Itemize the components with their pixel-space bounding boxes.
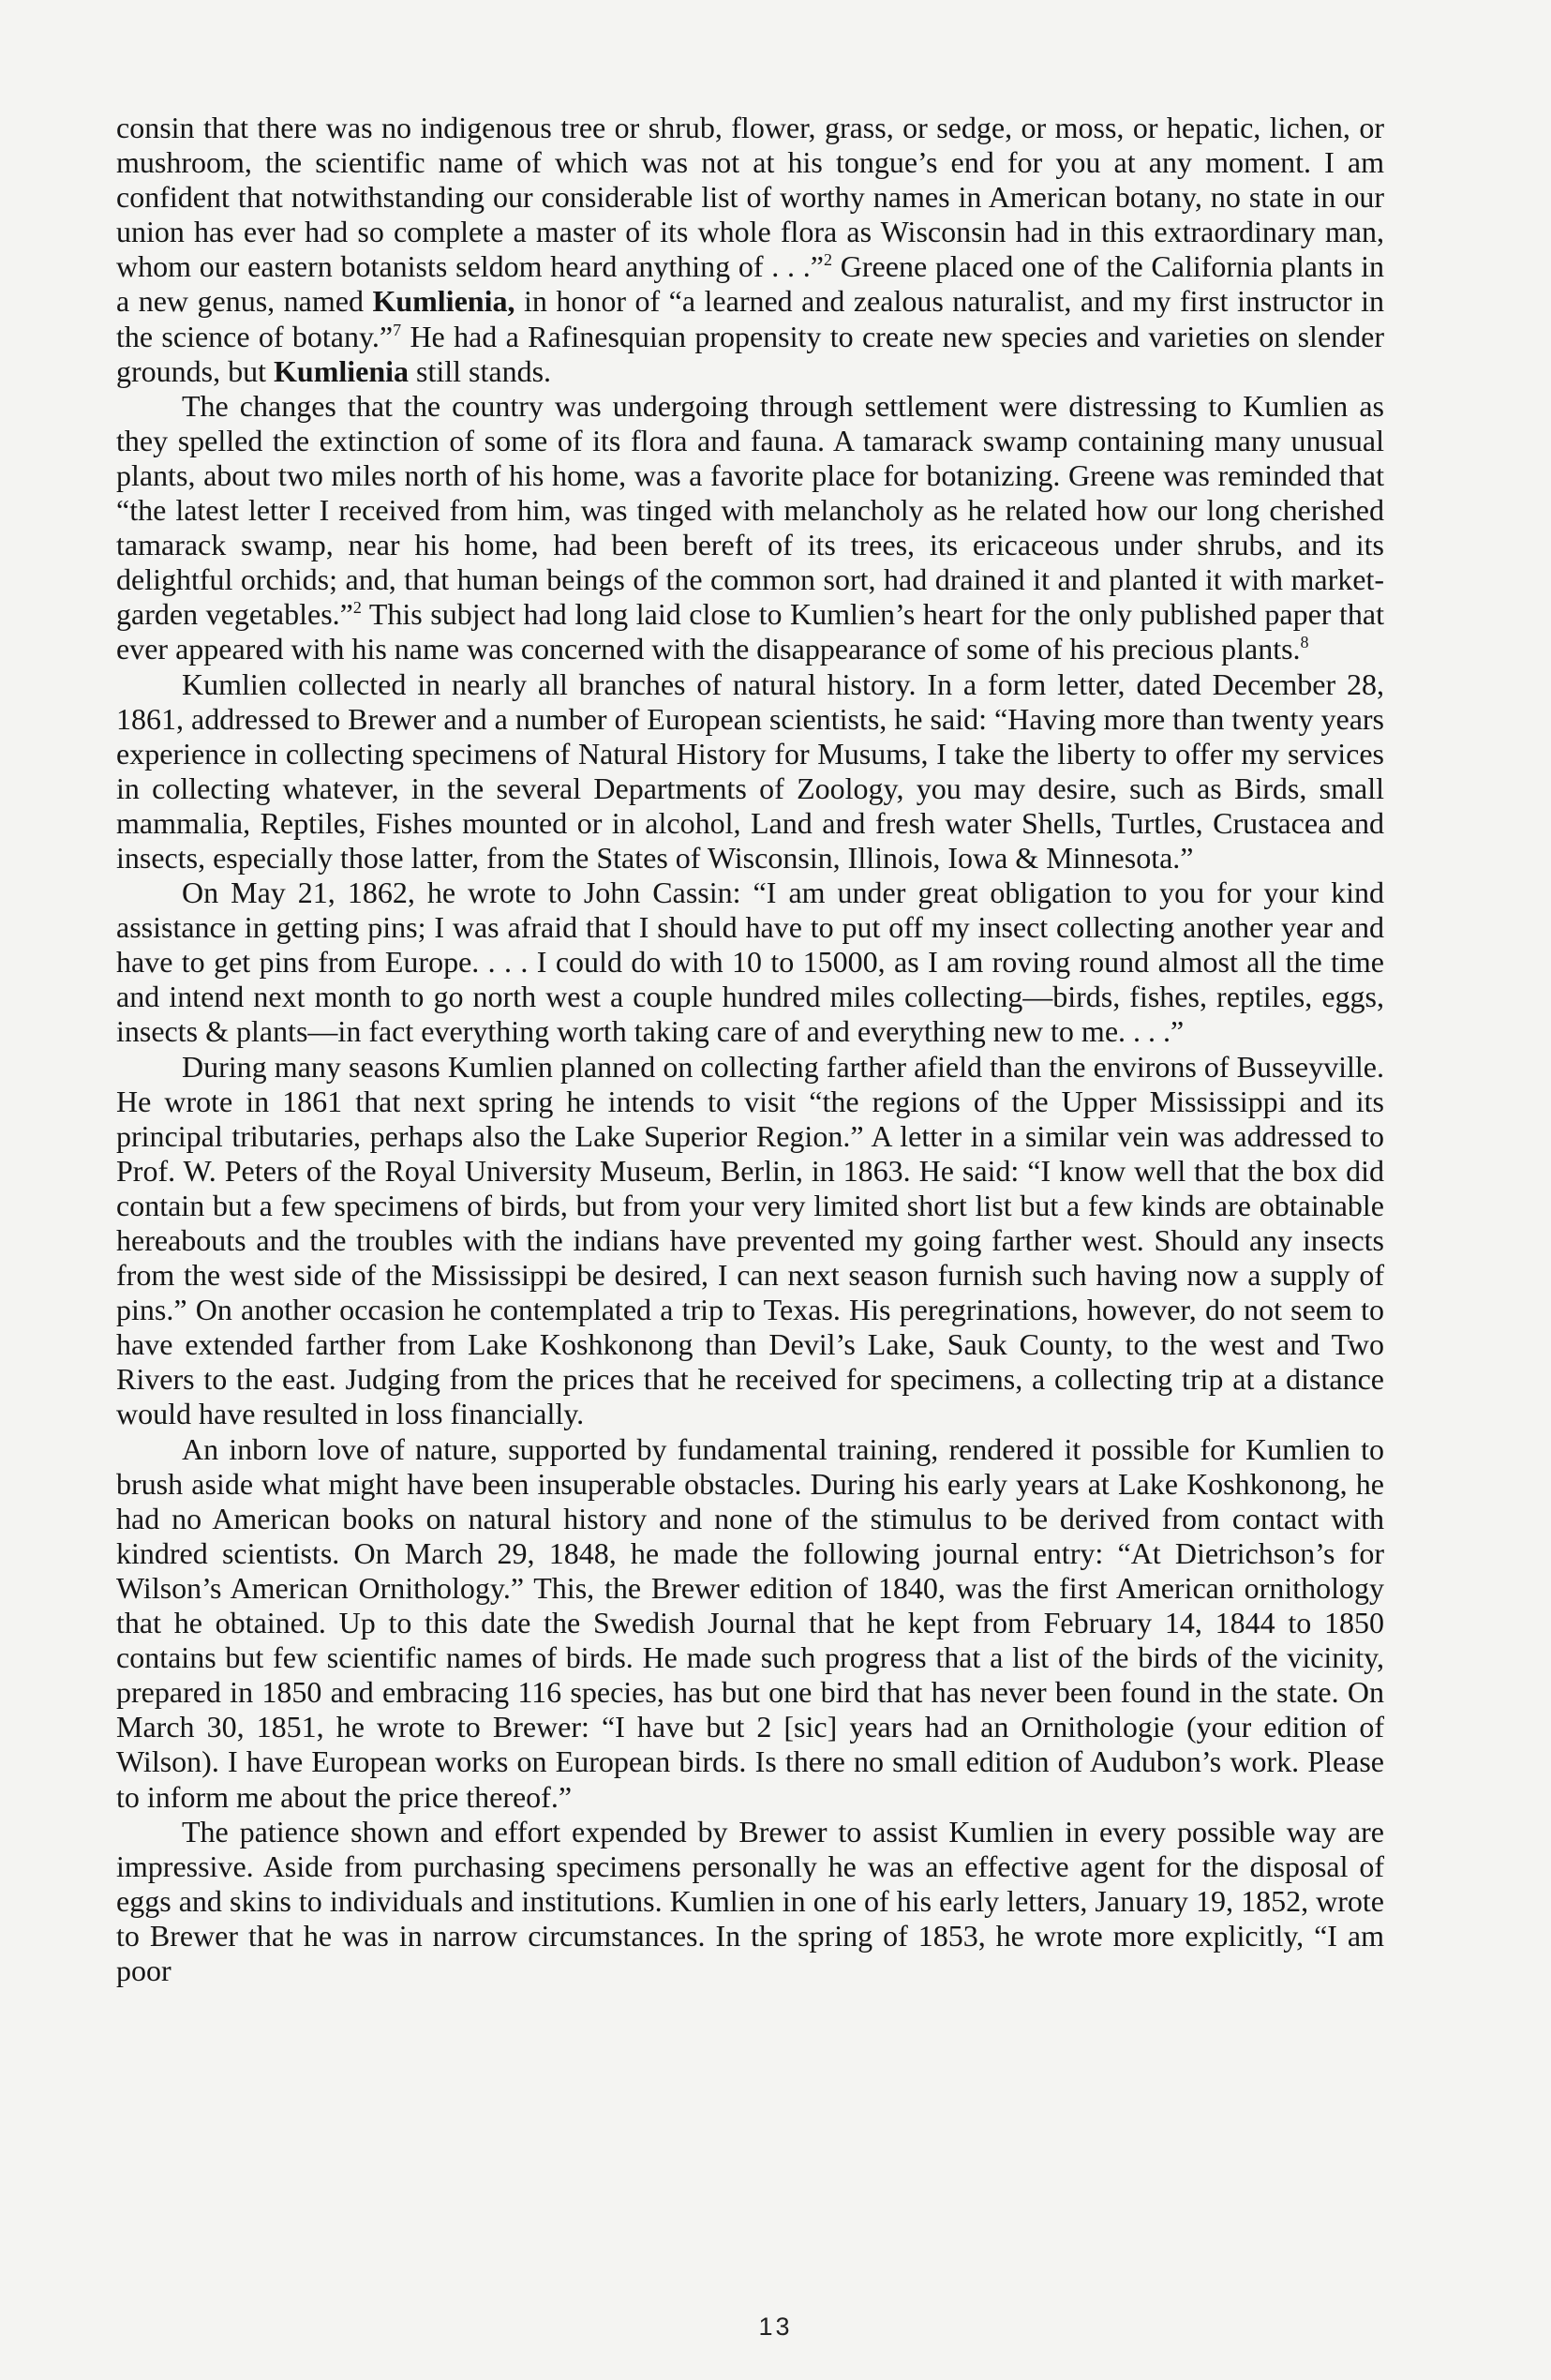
text-run: Greene placed one of the California plants in a new genus, named: [116, 249, 1385, 319]
footnote-marker: 7: [393, 320, 402, 339]
paragraph: [116, 1815, 1384, 1988]
paragraph: [116, 667, 1384, 876]
footnote-marker: 2: [824, 250, 833, 270]
text-run: The changes that the country was undergoing through settlement were distressing to Kumlien as they spelled the extinction of some of its flora and fauna. A tamarack swamp containing many unusual plants, about two miles north of his home, was a favorite place for botanizing. Greene was reminded that “the latest letter I received from him, was tinged with melancholy as he related how our long cherished tamarack swamp, near his home, had been bereft of its trees, its ericaceous under shrubs, and its delightful orchids; and, that human beings of the common sort, had drained it and planted it with market-garden vegetables.”: [116, 388, 1384, 632]
body-text: [116, 111, 1384, 1988]
genus-name: Kumlienia: [274, 353, 410, 388]
footnote-marker: 2: [352, 598, 362, 618]
page-number: 13: [758, 2313, 793, 2341]
text-run: Kumlien collected in nearly all branches of natural history. In a form letter, dated December 28, 1861, addressed to Brewer and a number of European scientists, he said: “Having more than twenty years experience in collecting specimens of Natural History for Musums, I take the liberty to offer my services in collecting whatever, in the several Departments of Zoology, you may desire, such as Birds, small mammalia, Reptiles, Fishes mounted or in alcohol, Land and fresh water Shells, Turtles, Crustacea and insects, especially those latter, from the States of Wisconsin, Illinois, Iowa & Minnesota.”: [116, 666, 1384, 875]
text-run: He had a Rafinesquian propensity to create new species and varieties on slender grounds, but: [116, 319, 1384, 388]
paragraph: [116, 111, 1384, 389]
text-run: An inborn love of nature, supported by fundamental training, rendered it possible for Kumlien to brush aside what might have been insuperable obstacles. During his early years at Lake Koshkonong, he had no American books on natural history and none of the stimulus to be derived from contact with kindred scientists. On March 29, 1848, he made the following journal entry: “At Dietrichson’s for Wilson’s American Ornithology.” This, the Brewer edition of 1840, was the first American ornithology that he obtained. Up to this date the Swedish Journal that he kept from February 14, 1844 to 1850 contains but few scientific names of birds. He made such progress that a list of the birds of the vicinity, prepared in 1850 and embracing 116 species, has but one bird that has never been found in the state. On March 30, 1851, he wrote to Brewer: “I have but 2 [sic] years had an Ornithologie (your edition of Wilson). I have European works on European birds. Is there no small edition of Audubon’s work. Please to inform me about the price thereof.”: [116, 1431, 1384, 1814]
paragraph: [116, 1432, 1384, 1815]
text-run: This subject had long laid close to Kumlien’s heart for the only published paper that ever appeared with his name was concerned with the disappearance of some of his precious plants.: [116, 597, 1385, 666]
text-run: in honor of “a learned and zealous naturalist, and my first instructor in the science of botany.”: [116, 284, 1385, 353]
genus-name: Kumlienia,: [372, 284, 515, 319]
text-run: During many seasons Kumlien planned on collecting farther afield than the environs of Busseyville. He wrote in 1861 that next spring he intends to visit “the regions of the Upper Mississippi and its principal tributaries, perhaps also the Lake Superior Region.” A letter in a similar vein was addressed to Prof. W. Peters of the Royal University Museum, Berlin, in 1863. He said: “I know well that the box did contain but a few specimens of birds, but from your very limited short list but a few kinds are obtainable hereabouts and the troubles with the indians have prevented my going farther west. Should any insects from the west side of the Mississippi be desired, I can next season furnish such having now a supply of pins.” On another occasion he contemplated a trip to Texas. His peregrinations, however, do not seem to have extended farther from Lake Koshkonong than Devil’s Lake, Sauk County, to the west and Two Rivers to the east. Judging from the prices that he received for specimens, a collecting trip at a distance would have resulted in loss financially.: [116, 1049, 1384, 1431]
text-run: consin that there was no indigenous tree or shrub, flower, grass, or sedge, or moss, or hepatic, lichen, or mushroom, the scientific name of which was not at his tongue’s end for you at any moment. I am confident that notwithstanding our considerable list of worthy names in American botany, no state in our union has ever had so complete a master of its whole flora as Wisconsin had in this extraordinary man, whom our eastern botanists seldom heard anything of . . .”: [116, 111, 1384, 284]
footnote-marker: 8: [1300, 633, 1309, 652]
text-run: On May 21, 1862, he wrote to John Cassin: “I am under great obligation to you for your kind assistance in getting pins; I was afraid that I should have to put off my insect collecting another year and have to get pins from Europe. . . . I could do with 10 to 15000, as I am roving round almost all the time and intend next month to go north west a couple hundred miles collecting—birds, fishes, reptiles, eggs, insects & plants—in fact everything worth taking care of and everything new to me. . . .”: [116, 876, 1384, 1049]
paragraph: [116, 389, 1384, 667]
text-run: The patience shown and effort expended by Brewer to assist Kumlien in every possible way are impressive. Aside from purchasing specimens personally he was an effective agent for the disposal of eggs and skins to individuals and institutions. Kumlien in one of his early letters, January 19, 1852, wrote to Brewer that he was in narrow circumstances. In the spring of 1853, he wrote more explicitly, “I am poor: [116, 1814, 1384, 1987]
paragraph: [116, 1050, 1384, 1432]
text-run: still stands.: [409, 353, 552, 388]
paragraph: [116, 876, 1384, 1049]
